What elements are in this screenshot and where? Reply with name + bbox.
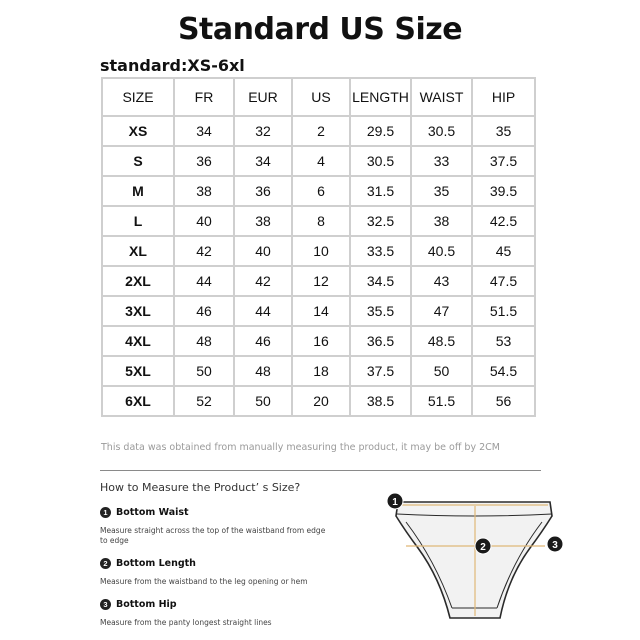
measurement-cell: 33.5 (350, 236, 411, 266)
measurement-cell: 4 (292, 146, 350, 176)
measurement-cell: 40.5 (411, 236, 472, 266)
measurement-cell: 42 (234, 266, 292, 296)
step-title: Bottom Length (116, 558, 196, 569)
measurement-cell: 51.5 (472, 296, 535, 326)
measurement-cell: 31.5 (350, 176, 411, 206)
measure-step-length (100, 558, 330, 587)
step-description: Measure straight across the top of the waistband from edge to edge (100, 526, 326, 545)
measurement-cell: 30.5 (350, 146, 411, 176)
measurement-cell: 40 (174, 206, 234, 236)
measurement-cell: 42 (174, 236, 234, 266)
measurement-cell: 18 (292, 356, 350, 386)
measurement-cell: 50 (174, 356, 234, 386)
size-cell: 4XL (102, 326, 174, 356)
measurement-cell: 50 (411, 356, 472, 386)
size-cell: 6XL (102, 386, 174, 416)
measurement-cell: 30.5 (411, 116, 472, 146)
measurement-cell: 37.5 (472, 146, 535, 176)
step-title: Bottom Waist (116, 507, 189, 518)
measurement-cell: 51.5 (411, 386, 472, 416)
measurement-cell: 48 (234, 356, 292, 386)
table-row (102, 116, 535, 146)
marker-3-icon (547, 536, 563, 552)
measurement-cell: 34 (174, 116, 234, 146)
measurement-cell: 44 (174, 266, 234, 296)
size-cell: XL (102, 236, 174, 266)
size-chart-table (101, 77, 536, 417)
measurement-cell: 38 (411, 206, 472, 236)
marker-1-label: 1 (392, 497, 398, 508)
measurement-cell: 34.5 (350, 266, 411, 296)
size-cell: M (102, 176, 174, 206)
measurement-cell: 8 (292, 206, 350, 236)
measurement-cell: 46 (234, 326, 292, 356)
size-cell: 5XL (102, 356, 174, 386)
measurement-cell: 39.5 (472, 176, 535, 206)
column-header: EUR (234, 78, 292, 116)
section-divider (100, 470, 541, 471)
measurement-cell: 10 (292, 236, 350, 266)
measurement-cell: 44 (234, 296, 292, 326)
size-range-label: standard:XS-6xl (100, 56, 245, 75)
table-row (102, 266, 535, 296)
measurement-cell: 16 (292, 326, 350, 356)
how-to-measure-heading: How to Measure the Product’ s Size? (100, 481, 301, 494)
measurement-cell: 48.5 (411, 326, 472, 356)
measurement-cell: 38 (174, 176, 234, 206)
table-row (102, 206, 535, 236)
measurement-cell: 43 (411, 266, 472, 296)
panty-diagram-icon (380, 480, 570, 640)
marker-2-label: 2 (480, 542, 486, 553)
column-header: LENGTH (350, 78, 411, 116)
measurement-cell: 36.5 (350, 326, 411, 356)
measurement-cell: 2 (292, 116, 350, 146)
measurement-cell: 47.5 (472, 266, 535, 296)
measurement-cell: 56 (472, 386, 535, 416)
measurement-cell: 38 (234, 206, 292, 236)
size-cell: XS (102, 116, 174, 146)
table-row (102, 176, 535, 206)
table-row (102, 386, 535, 416)
measurement-cell: 54.5 (472, 356, 535, 386)
measurement-cell: 47 (411, 296, 472, 326)
measurement-cell: 38.5 (350, 386, 411, 416)
measurement-cell: 35 (472, 116, 535, 146)
measurement-cell: 53 (472, 326, 535, 356)
column-header: WAIST (411, 78, 472, 116)
measurement-cell: 12 (292, 266, 350, 296)
marker-3-label: 3 (552, 540, 558, 551)
measurement-cell: 52 (174, 386, 234, 416)
measurement-cell: 48 (174, 326, 234, 356)
table-row (102, 146, 535, 176)
table-row (102, 236, 535, 266)
measurement-cell: 37.5 (350, 356, 411, 386)
measurement-cell: 35.5 (350, 296, 411, 326)
measurement-cell: 50 (234, 386, 292, 416)
size-cell: 3XL (102, 296, 174, 326)
measurement-cell: 42.5 (472, 206, 535, 236)
measurement-cell: 34 (234, 146, 292, 176)
measurement-cell: 45 (472, 236, 535, 266)
step-number-badge: 3 (100, 599, 111, 610)
measurement-cell: 36 (234, 176, 292, 206)
step-description: Measure from the waistband to the leg opening or hem (100, 577, 308, 586)
marker-2-icon (475, 538, 491, 554)
measure-step-hip (100, 599, 330, 628)
column-header: SIZE (102, 78, 174, 116)
page-title: Standard US Size (177, 12, 463, 47)
size-cell: S (102, 146, 174, 176)
step-number-badge: 2 (100, 558, 111, 569)
measurement-cell: 33 (411, 146, 472, 176)
column-header: US (292, 78, 350, 116)
table-row (102, 326, 535, 356)
table-header-row (102, 78, 535, 116)
measurement-cell: 36 (174, 146, 234, 176)
measure-step-waist (100, 507, 330, 546)
measurement-cell: 20 (292, 386, 350, 416)
measurement-cell: 14 (292, 296, 350, 326)
measurement-cell: 40 (234, 236, 292, 266)
column-header: HIP (472, 78, 535, 116)
marker-1-icon (387, 493, 403, 509)
step-description: Measure from the panty longest straight lines (100, 618, 272, 627)
measurement-cell: 29.5 (350, 116, 411, 146)
step-number-badge: 1 (100, 507, 111, 518)
measurement-disclaimer: This data was obtained from manually measuring the product, it may be off by 2CM (101, 442, 500, 453)
size-cell: L (102, 206, 174, 236)
size-cell: 2XL (102, 266, 174, 296)
panty-outline (396, 502, 552, 618)
table-row (102, 356, 535, 386)
column-header: FR (174, 78, 234, 116)
measurement-cell: 32 (234, 116, 292, 146)
measurement-cell: 6 (292, 176, 350, 206)
table-row (102, 296, 535, 326)
step-title: Bottom Hip (116, 599, 177, 610)
measurement-cell: 35 (411, 176, 472, 206)
measurement-cell: 46 (174, 296, 234, 326)
measurement-cell: 32.5 (350, 206, 411, 236)
